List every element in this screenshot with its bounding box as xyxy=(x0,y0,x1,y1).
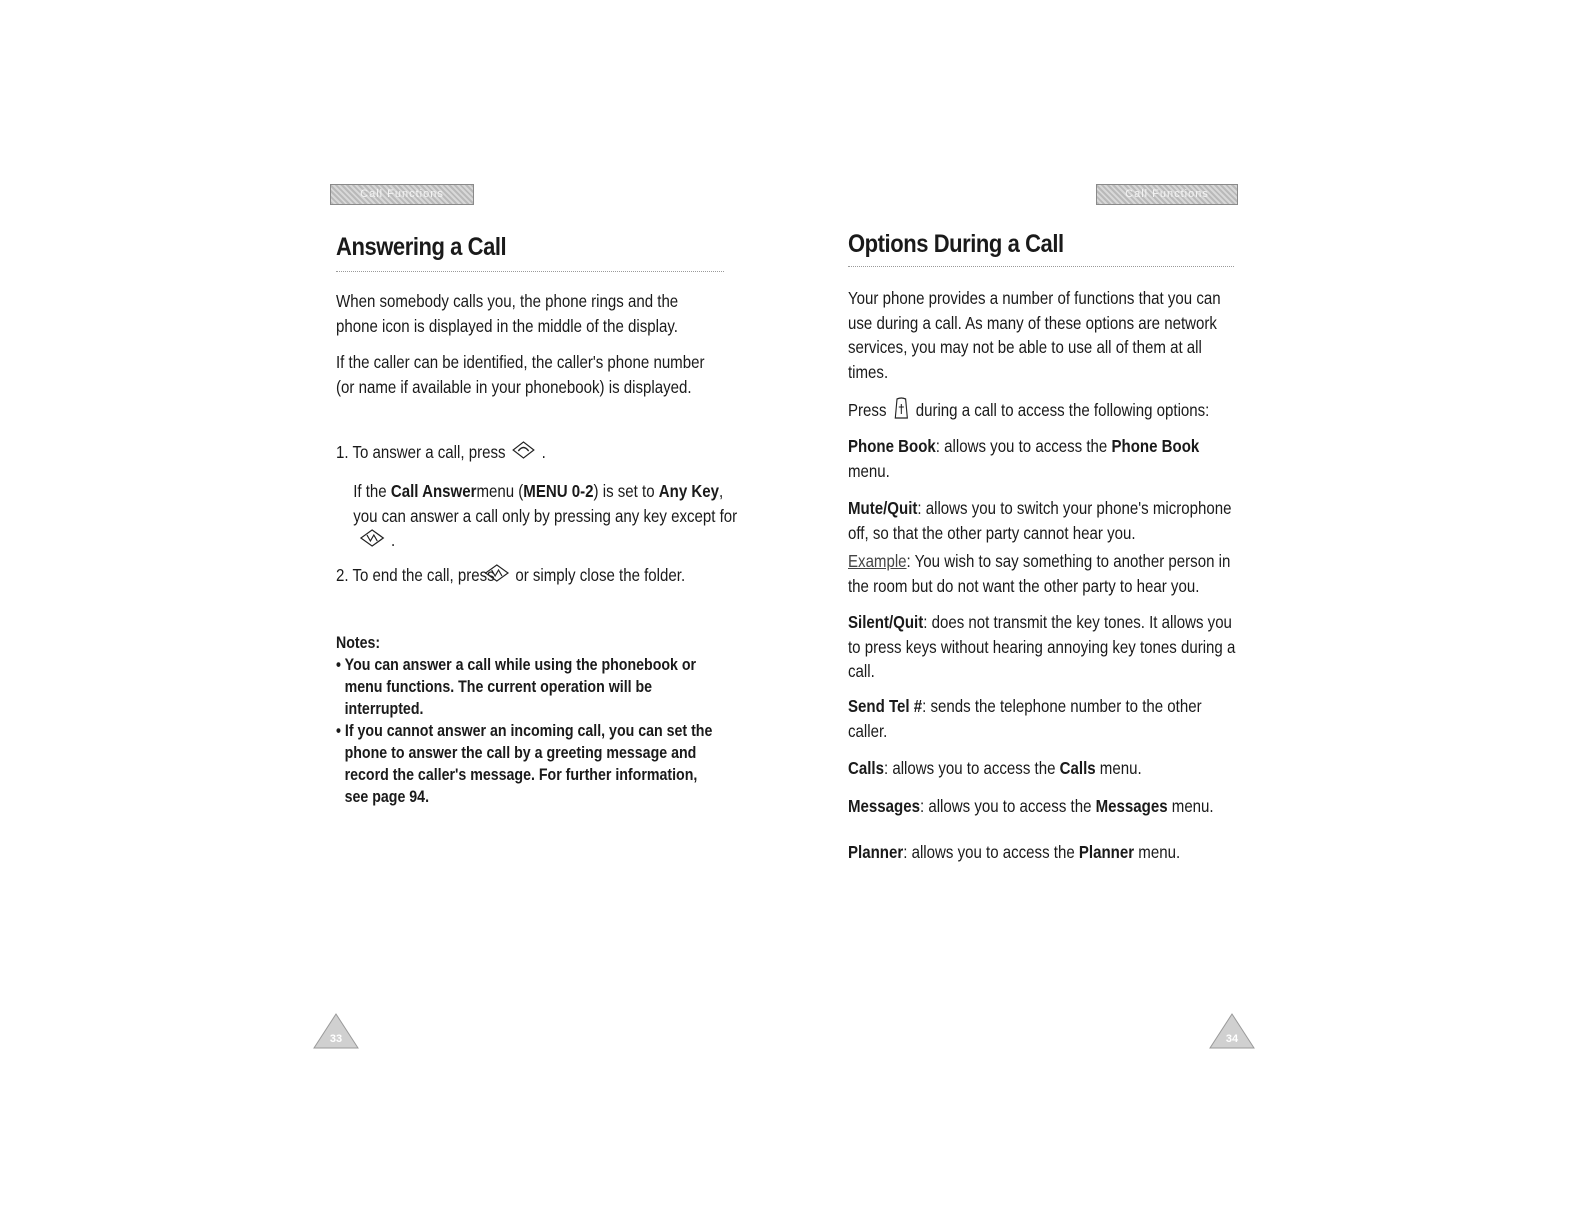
step-answer-note xyxy=(336,479,740,555)
option-example xyxy=(848,549,1244,598)
bold-any-key: Any Key xyxy=(658,481,720,501)
option-silent xyxy=(848,610,1244,684)
option-mute xyxy=(848,496,1244,545)
press-text: Press xyxy=(848,399,887,420)
bold-run: Phone Book xyxy=(1111,436,1200,456)
page-heading: Options During a Call xyxy=(848,230,1064,258)
paragraph-press xyxy=(848,396,1244,427)
heading-rule xyxy=(848,266,1234,267)
end-key-icon xyxy=(358,528,386,555)
section-tab: Call Functions xyxy=(1096,184,1238,205)
text-run: : allows you to access the xyxy=(903,842,1079,862)
example-label: Example xyxy=(848,551,907,571)
text-run: menu. xyxy=(1134,842,1181,862)
paragraph-intro: When somebody calls you, the phone rings and the phone icon is displayed in the middle of the display. xyxy=(336,291,679,336)
end-key-icon xyxy=(500,563,510,590)
text-run: menu. xyxy=(848,460,890,481)
text-run: : allows you to access the xyxy=(935,436,1112,456)
text-run: : does not transmit the key tones. It allows you to press keys without hearing annoying key tones during a call. xyxy=(848,612,1236,681)
option-messages xyxy=(848,794,1244,819)
bold-run: Messages xyxy=(1095,796,1168,816)
send-key-icon xyxy=(511,440,537,467)
bold-call-answer: Call Answer xyxy=(390,481,477,501)
step-end-text: 2. To end the call, press xyxy=(336,565,495,585)
page-number: 34 xyxy=(1225,1033,1239,1045)
heading-rule xyxy=(336,271,724,272)
paragraph-caller-id: If the caller can be identified, the caller's phone number (or name if available in your phonebook) is displayed. xyxy=(336,352,705,397)
step-end xyxy=(336,563,740,590)
option-label: Calls xyxy=(848,758,884,778)
option-label: Messages xyxy=(848,796,920,816)
step-answer-end: . xyxy=(541,442,546,462)
page-number-triangle-icon xyxy=(1208,1012,1256,1050)
option-label: Planner xyxy=(848,842,904,862)
page-heading: Answering a Call xyxy=(336,233,507,261)
option-label: Silent/Quit xyxy=(848,612,924,632)
press-rest: during a call to access the following options: xyxy=(915,399,1210,420)
notes-title: Notes: xyxy=(336,634,381,652)
text-run: : allows you to access the xyxy=(883,758,1060,778)
text-run: . xyxy=(391,530,396,550)
page-number-triangle-icon xyxy=(312,1012,360,1050)
step-answer xyxy=(336,440,723,467)
option-label: Mute/Quit xyxy=(848,498,918,518)
bold-menu-code: MENU 0-2 xyxy=(523,481,594,501)
paragraph-intro: Your phone provides a number of functions that you can use during a call. As many of these options are network services, you may not be able to use all of them at all times. xyxy=(848,288,1221,382)
right-page xyxy=(848,0,1248,1224)
page-number: 33 xyxy=(329,1033,343,1045)
text-run: menu ( xyxy=(476,481,524,501)
option-send-tel xyxy=(848,694,1244,743)
text-run: ) is set to xyxy=(593,481,659,501)
bold-run: Planner xyxy=(1078,842,1135,862)
left-page xyxy=(329,0,738,1224)
note-item: • You can answer a call while using the phonebook or menu functions. The current operation will be interrupted. xyxy=(336,656,697,718)
notes-box xyxy=(336,632,725,808)
text-run: , you can answer a call only by pressing any key except for xyxy=(353,481,738,526)
option-calls xyxy=(848,756,1244,781)
option-planner xyxy=(848,840,1244,865)
text-run: : You wish to say something to another person in the room but do not want the other party to hear you. xyxy=(848,551,1231,596)
text-run: menu. xyxy=(1167,796,1214,816)
option-phone-book xyxy=(848,434,1244,483)
text-run: If the xyxy=(353,481,391,501)
bold-run: Calls xyxy=(1059,758,1096,778)
text-run: menu. xyxy=(1095,758,1142,778)
text-run: : sends the telephone number to the other caller. xyxy=(848,696,1202,741)
menu-soft-key-icon xyxy=(892,396,911,427)
step-end-rest: or simply close the folder. xyxy=(515,565,686,585)
text-run: : allows you to switch your phone's microphone off, so that the other party cannot hear you. xyxy=(848,498,1232,543)
text-run: : allows you to access the xyxy=(919,796,1096,816)
option-label: Phone Book xyxy=(848,436,936,456)
option-label: Send Tel # xyxy=(848,696,923,716)
section-tab: Call Functions xyxy=(330,184,474,205)
note-item: • If you cannot answer an incoming call, you can set the phone to answer the call by a greeting message and record the caller's message. For further information, see page 94. xyxy=(336,722,713,806)
step-answer-text: 1. To answer a call, press xyxy=(336,442,506,462)
